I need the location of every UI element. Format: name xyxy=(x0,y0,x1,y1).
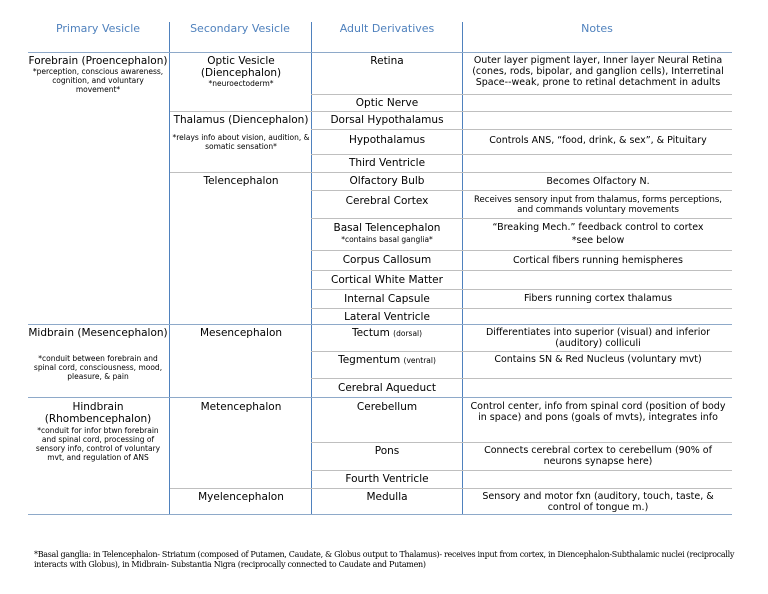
row-divider xyxy=(170,488,732,489)
primary-hindbrain-note: *conduit for infor btwn forebrain and spinal cord, processing of sensory info, control of voluntary mvt, and regulation of ANS xyxy=(35,426,161,462)
row-divider xyxy=(311,94,732,95)
adult-olfactory-bulb: Olfactory Bulb xyxy=(349,175,425,187)
row-divider xyxy=(311,351,732,352)
adult-internal-capsule: Internal Capsule xyxy=(344,293,430,305)
row-divider xyxy=(170,172,732,173)
adult-dorsal-hypothalamus: Dorsal Hypothalamus xyxy=(330,114,444,126)
row-divider xyxy=(28,514,732,515)
row-divider xyxy=(311,154,732,155)
secondary-thalamus: Thalamus (Diencephalon) xyxy=(173,114,309,126)
row-divider xyxy=(170,111,732,112)
row-divider xyxy=(28,397,732,398)
secondary-optic-note: *neuroectoderm* xyxy=(208,79,274,88)
adult-corpus-callosum: Corpus Callosum xyxy=(342,254,432,266)
row-divider xyxy=(311,470,732,471)
adult-cerebellum: Cerebellum xyxy=(356,401,418,413)
note-tegmentum: Contains SN & Red Nucleus (voluntary mvt) xyxy=(494,354,702,365)
row-divider xyxy=(311,129,732,130)
secondary-mesencephalon: Mesencephalon xyxy=(199,327,283,339)
secondary-optic-vesicle: Optic Vesicle (Diencephalon) xyxy=(200,55,282,79)
row-divider xyxy=(311,289,732,290)
row-divider xyxy=(311,270,732,271)
note-retina: Outer layer pigment layer, Inner layer Neural Retina (cones, rods, bipolar, and ganglion cells), Interretinal Space--weak, prone to retinal detachment in adults xyxy=(472,55,724,88)
adult-tectum-note: (dorsal) xyxy=(393,329,423,338)
secondary-myelencephalon: Myelencephalon xyxy=(198,491,284,503)
note-medulla: Sensory and motor fxn (auditory, touch, taste, & control of tongue m.) xyxy=(482,491,714,513)
adult-basal-note: *contains basal ganglia* xyxy=(341,235,433,244)
primary-forebrain: Forebrain (Proencephalon) xyxy=(28,55,168,67)
adult-lateral-ventricle: Lateral Ventricle xyxy=(344,311,430,323)
secondary-metencephalon: Metencephalon xyxy=(200,401,282,413)
row-divider xyxy=(311,308,732,309)
adult-tectum-label: Tectum xyxy=(351,327,390,339)
adult-hypothalamus: Hypothalamus xyxy=(348,134,426,146)
note-pons: Connects cerebral cortex to cerebellum (90% of neurons synapse here) xyxy=(484,445,712,467)
row-divider xyxy=(28,324,732,325)
column-divider xyxy=(311,22,312,514)
primary-midbrain-note: *conduit between forebrain and spinal cord, consciousness, mood, pleasure, & pain xyxy=(33,354,163,381)
header-secondary-vesicle: Secondary Vesicle xyxy=(190,22,290,35)
note-corpus-callosum: Cortical fibers running hemispheres xyxy=(513,255,683,266)
row-divider xyxy=(311,218,732,219)
note-hypothalamus: Controls ANS, “food, drink, & sex”, & Pituitary xyxy=(489,135,707,146)
adult-third-ventricle: Third Ventricle xyxy=(348,157,426,169)
column-divider xyxy=(462,22,463,514)
note-tectum: Differentiates into superior (visual) and inferior (auditory) colliculi xyxy=(485,327,711,349)
adult-retina: Retina xyxy=(370,55,404,67)
adult-tegmentum-label: Tegmentum xyxy=(338,354,401,366)
secondary-telencephalon: Telencephalon xyxy=(203,175,279,187)
adult-basal-telencephalon: Basal Telencephalon xyxy=(333,222,441,234)
row-divider xyxy=(311,442,732,443)
column-divider xyxy=(169,22,170,514)
primary-forebrain-note: *perception, conscious awareness, cognition, and voluntary movement* xyxy=(32,67,164,94)
adult-cortical-white-matter: Cortical White Matter xyxy=(331,274,443,286)
header-adult-derivatives: Adult Derivatives xyxy=(339,22,435,35)
adult-medulla: Medulla xyxy=(366,491,408,503)
adult-pons: Pons xyxy=(374,445,400,457)
adult-cerebral-cortex: Cerebral Cortex xyxy=(345,195,429,207)
adult-tegmentum-note: (ventral) xyxy=(403,356,436,365)
adult-fourth-ventricle: Fourth Ventricle xyxy=(345,473,429,485)
note-olfactory-bulb: Becomes Olfactory N. xyxy=(546,176,650,187)
adult-optic-nerve: Optic Nerve xyxy=(355,97,419,109)
note-cerebellum: Control center, info from spinal cord (position of body in space) and pons (goals of mvts), integrates info xyxy=(470,401,726,423)
header-notes: Notes xyxy=(581,22,613,35)
primary-midbrain: Midbrain (Mesencephalon) xyxy=(28,327,168,339)
adult-cerebral-aqueduct: Cerebral Aqueduct xyxy=(338,382,436,394)
row-divider xyxy=(311,378,732,379)
secondary-thalamus-note: *relays info about vision, audition, & somatic sensation* xyxy=(172,133,310,151)
row-divider xyxy=(28,52,732,53)
adult-tectum xyxy=(312,327,462,339)
row-divider xyxy=(311,250,732,251)
note-basal-see-below: *see below xyxy=(571,235,625,246)
note-internal-capsule: Fibers running cortex thalamus xyxy=(523,293,673,304)
header-primary-vesicle: Primary Vesicle xyxy=(55,22,141,35)
row-divider xyxy=(311,190,732,191)
note-basal: “Breaking Mech.” feedback control to cortex xyxy=(492,222,704,233)
note-cerebral-cortex: Receives sensory input from thalamus, forms perceptions, and commands voluntary movements xyxy=(474,195,722,215)
footnote-basal-ganglia: *Basal ganglia: in Telencephalon- Striatum (composed of Putamen, Caudate, & Globus output to Thalamus)- receives input from cortex, in Diencephalon-Subthalamic nuclei (reciprocally interacts with Globus), in Midbrain- Substantia Nigra (reciprocally connected to Caudate and Putamen) xyxy=(34,550,735,569)
adult-tegmentum xyxy=(312,354,462,366)
primary-hindbrain: Hindbrain (Rhombencephalon) xyxy=(44,401,152,425)
